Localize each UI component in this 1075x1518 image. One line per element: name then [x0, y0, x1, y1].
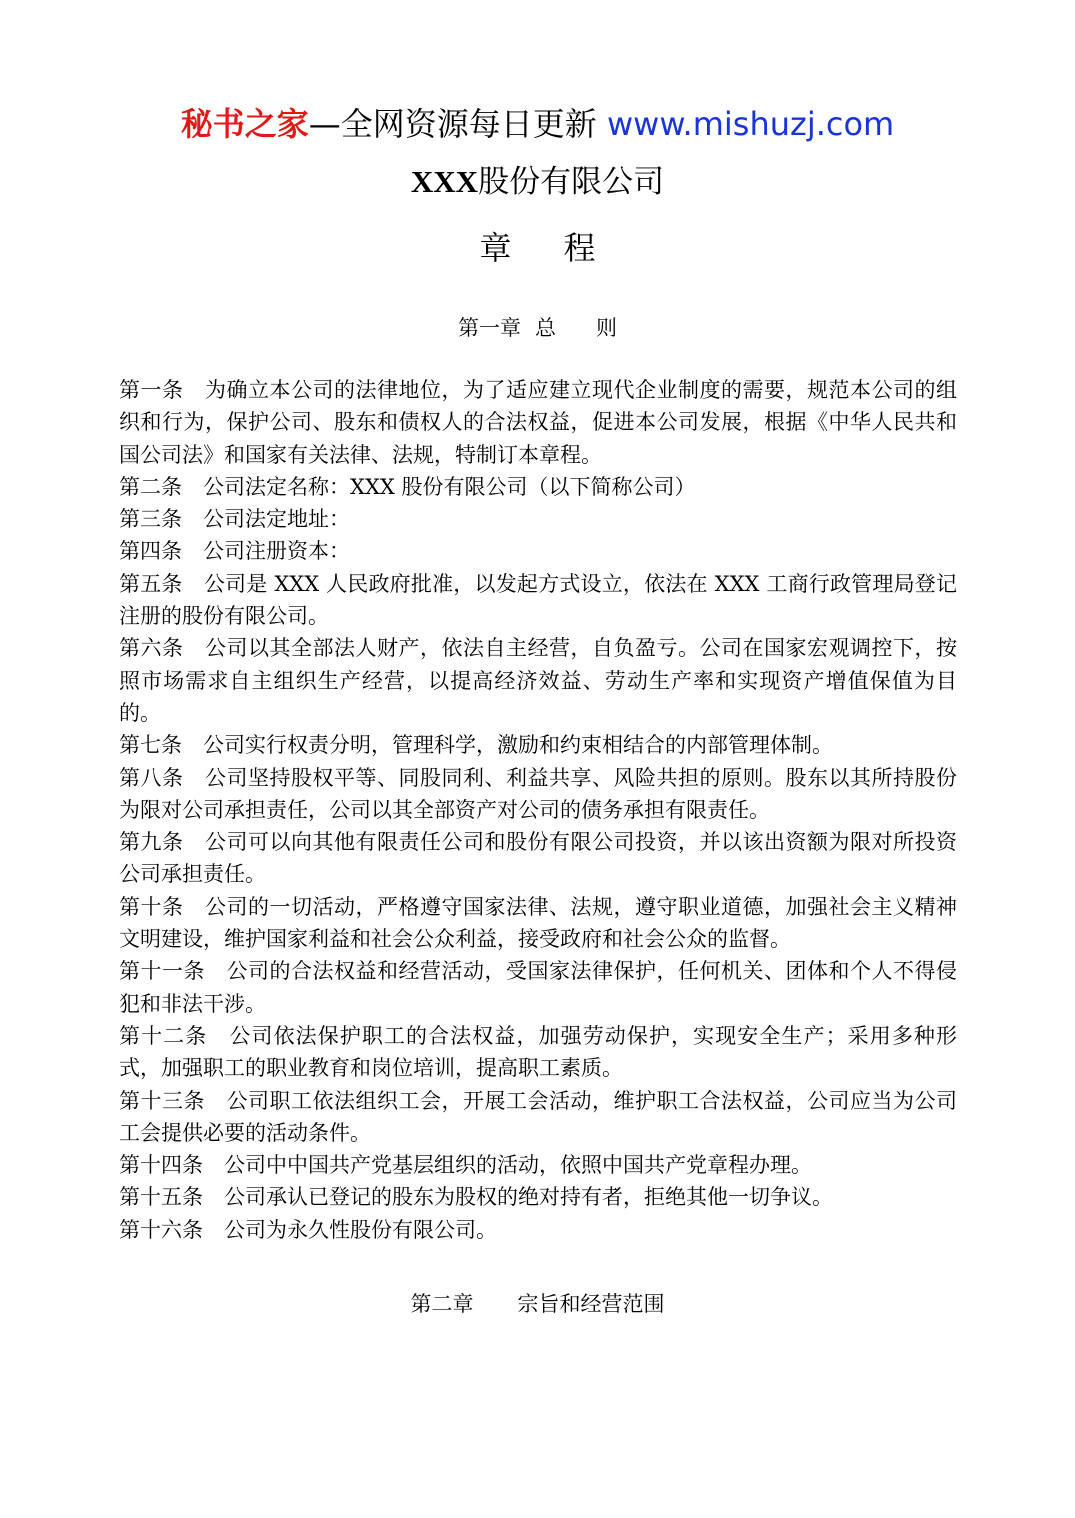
article-3 — [119, 503, 957, 535]
chapter-2-title: 宗旨和经营范围 — [517, 1292, 665, 1316]
article-8 — [119, 762, 957, 827]
article-9 — [119, 826, 957, 891]
article-2 — [119, 471, 957, 503]
article-number: 第二条 — [119, 474, 182, 499]
article-text: 公司中中国共产党基层组织的活动，依照中国共产党章程办理。 — [224, 1153, 812, 1178]
document-title-char-1: 章 — [479, 229, 512, 267]
article-text: 公司实行权责分明，管理科学，激励和约束相结合的内部管理体制。 — [203, 733, 833, 758]
company-title-prefix: XXX — [410, 164, 479, 199]
article-text: 为确立本公司的法律地位，为了适应建立现代企业制度的需要，规范本公司的组织和行为，保护公司、股东和债权人的合法权益，促进本公司发展，根据《中华人民共和国公司法》和国家有关法律、法规，特制订本章程。 — [119, 378, 957, 467]
articles-list — [119, 374, 957, 1246]
chapter-1-title-part-2: 则 — [596, 316, 617, 340]
document-title-char-2: 程 — [563, 229, 596, 267]
article-number: 第十五条 — [119, 1185, 203, 1210]
article-number: 第八条 — [119, 765, 184, 790]
chapter-2-label: 第二章 — [410, 1292, 474, 1316]
article-text: 公司承认已登记的股东为股权的绝对持有者，拒绝其他一切争议。 — [224, 1185, 833, 1210]
article-number: 第十条 — [119, 894, 184, 919]
article-6 — [119, 632, 957, 729]
company-title-name: 股份有限公司 — [478, 164, 665, 200]
article-text: 公司为永久性股份有限公司。 — [224, 1217, 497, 1242]
article-number: 第十四条 — [119, 1153, 203, 1178]
article-text: 公司的一切活动，严格遵守国家法律、法规，遵守职业道德，加强社会主义精神文明建设，维护国家利益和社会公众利益，接受政府和社会公众的监督。 — [119, 894, 957, 952]
banner-url-link[interactable]: www.mishuzj.com — [606, 105, 895, 143]
article-number: 第七条 — [119, 733, 182, 758]
chapter-2-heading — [0, 1290, 1075, 1318]
site-banner — [0, 104, 1075, 144]
article-number: 第十三条 — [119, 1088, 205, 1113]
banner-slogan: —全网资源每日更新 — [308, 105, 607, 143]
article-15 — [119, 1181, 957, 1213]
article-7 — [119, 729, 957, 761]
article-number: 第九条 — [119, 830, 184, 855]
article-text: 公司坚持股权平等、同股同利、利益共享、风险共担的原则。股东以其所持股份为限对公司承担责任，公司以其全部资产对公司的债务承担有限责任。 — [119, 765, 957, 822]
article-4 — [119, 535, 957, 567]
article-text: 公司注册资本： — [203, 539, 350, 564]
article-text: 公司可以向其他有限责任公司和股份有限公司投资，并以该出资额为限对所投资公司承担责任。 — [119, 830, 957, 887]
document-title — [0, 228, 1075, 268]
article-10 — [119, 891, 957, 956]
article-number: 第一条 — [119, 378, 184, 402]
article-text: 公司依法保护职工的合法权益，加强劳动保护，实现安全生产；采用多种形式，加强职工的职业教育和岗位培训，提高职工素质。 — [119, 1023, 958, 1081]
article-16 — [119, 1214, 957, 1246]
article-text: 公司的合法权益和经营活动，受国家法律保护，任何机关、团体和个人不得侵犯和非法干涉。 — [119, 959, 957, 1016]
article-number: 第五条 — [119, 571, 183, 596]
article-12 — [119, 1020, 957, 1085]
article-14 — [119, 1149, 957, 1181]
chapter-1-label: 第一章 — [458, 316, 521, 340]
article-number: 第十六条 — [119, 1217, 203, 1242]
article-text: 公司职工依法组织工会，开展工会活动，维护职工合法权益，公司应当为公司工会提供必要的活动条件。 — [119, 1088, 957, 1145]
article-11 — [119, 955, 957, 1020]
chapter-1-title-part-1: 总 — [535, 316, 556, 340]
banner-brand: 秘书之家 — [180, 105, 309, 143]
article-number: 第四条 — [119, 539, 182, 564]
article-1 — [119, 374, 957, 471]
article-text: 公司法定地址： — [203, 507, 350, 532]
article-number: 第十一条 — [119, 959, 205, 984]
chapter-1-heading — [0, 314, 1075, 342]
article-number: 第六条 — [119, 636, 184, 661]
article-text: 公司是 XXX 人民政府批准，以发起方式设立，依法在 XXX 工商行政管理局登记注册的股份有限公司。 — [119, 571, 958, 629]
article-5 — [119, 568, 957, 633]
article-13 — [119, 1085, 957, 1150]
article-number: 第十二条 — [119, 1023, 208, 1048]
company-title — [0, 162, 1075, 202]
article-text: 公司以其全部法人财产，依法自主经营，自负盈亏。公司在国家宏观调控下，按照市场需求自主组织生产经营，以提高经济效益、劳动生产率和实现资产增值保值为目的。 — [119, 636, 957, 725]
article-number: 第三条 — [119, 507, 182, 532]
article-text: 公司法定名称：XXX 股份有限公司（以下简称公司） — [203, 474, 696, 499]
